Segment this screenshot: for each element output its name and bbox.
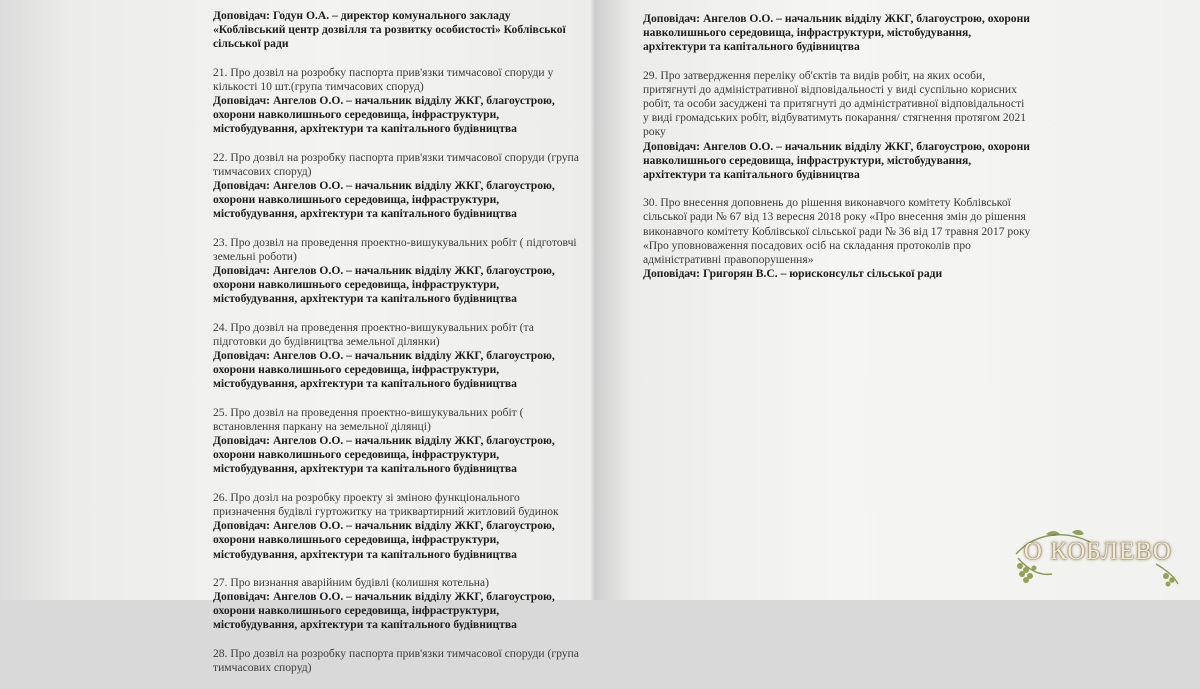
- speaker-line: Доповідач: Годун О.А. – директор комунального закладу «Коблівський центр дозвілля та розвитку особистості» Коблівської сільської ради: [213, 9, 566, 51]
- agenda-item-28: [213, 647, 583, 675]
- agenda-item-29: [643, 69, 1031, 183]
- agenda-item-21: [213, 66, 583, 137]
- speaker-line: Доповідач: Ангелов О.О. – начальник відділу ЖКГ, благоустрою, охорони навколишнього середовища, інфраструктури, містобудування, архітектури та капітального будівництва: [213, 94, 555, 136]
- agenda-item-text: 25. Про дозвіл на проведення проектно-вишукувальних робіт ( встановлення паркану на земельної ділянці): [213, 405, 524, 433]
- speaker-line: Доповідач: Ангелов О.О. – начальник відділу ЖКГ, благоустрою, охорони навколишнього середовища, інфраструктури, містобудування, архітектури та капітального будівництва: [643, 139, 1030, 182]
- speaker-line: Доповідач: Ангелов О.О. – начальник відділу ЖКГ, благоустрою, охорони навколишнього середовища, інфраструктури, містобудування, архітектури та капітального будівництва: [643, 12, 1030, 54]
- agenda-item-text: 22. Про дозвіл на розробку паспорта прив'язки тимчасової споруди (група тимчасових споруд): [213, 150, 579, 178]
- agenda-item-text: 26. Про дозіл на розробку проекту зі зміною функціонального призначення будівлі гуртожитку на триквартирний житловий будинок: [213, 490, 559, 518]
- watermark-text: О КОБЛЕВО: [1023, 538, 1172, 565]
- speaker-line: Доповідач: Ангелов О.О. – начальник відділу ЖКГ, благоустрою, охорони навколишнього середовища, інфраструктури, містобудування, архітектури та капітального будівництва: [213, 349, 555, 391]
- document-page-left: [0, 0, 596, 674]
- agenda-item-text: 29. Про затвердження переліку об'єктів та видів робіт, на яких особи, притягнуті до адміністративної відповідальності у виді суспільно корисних робіт, та особи засуджені та притягнуті до адміністративної відповідальності у виді громадських робіт, відбуватимуть покарання/ стягнення протягом 2021 року: [643, 68, 1027, 139]
- agenda-item-text: 21. Про дозвіл на розробку паспорта прив'язки тимчасової споруди у кількості 10 шт.(група тимчасових споруд): [213, 65, 554, 93]
- speaker-line: Доповідач: Ангелов О.О. – начальник відділу ЖКГ, благоустрою, охорони навколишнього середовища, інфраструктури, містобудування, архітектури та капітального будівництва: [213, 179, 555, 221]
- agenda-item-text: 24. Про дозвіл на проведення проектно-вишукувальних робіт (та підготовки до будівництва земельної ділянки): [213, 320, 534, 348]
- agenda-item-24: [213, 321, 583, 392]
- speaker-line: Доповідач: Ангелов О.О. – начальник відділу ЖКГ, благоустрою, охорони навколишнього середовища, інфраструктури, містобудування, архітектури та капітального будівництва: [213, 434, 555, 476]
- speaker-line: Доповідач: Ангелов О.О. – начальник відділу ЖКГ, благоустрою, охорони навколишнього середовища, інфраструктури, містобудування, архітектури та капітального будівництва: [213, 589, 555, 632]
- agenda-item-text: 23. Про дозвіл на проведення проектно-вишукувальних робіт ( підготовчі земельні роботи): [213, 235, 577, 263]
- agenda-item-26: [213, 491, 583, 562]
- agenda-item-27: [213, 576, 583, 633]
- agenda-header-speaker: [643, 12, 1031, 55]
- agenda-item-22: [213, 151, 583, 222]
- agenda-item-text: 30. Про внесення доповнень до рішення виконавчого комітету Коблівської сільської ради № 67 від 13 вересня 2018 року «Про внесення змін до рішення виконавчого комітету Коблівської сільської ради № 36 від 17 травня 2017 року «Про уповноваження посадових осіб на складання протоколів про адміністративні правопорушення»: [643, 196, 1031, 267]
- agenda-item-30: [643, 196, 1031, 281]
- speaker-line: Доповідач: Григорян В.С. – юрисконсульт сільської ради: [643, 267, 943, 281]
- agenda-item-23: [213, 236, 583, 307]
- speaker-line: Доповідач: Ангелов О.О. – начальник відділу ЖКГ, благоустрою, охорони навколишнього середовища, інфраструктури, містобудування, архітектури та капітального будівництва: [213, 264, 555, 306]
- agenda-item-25: [213, 406, 583, 477]
- document-page-right: [596, 0, 1200, 600]
- agenda-header-speaker: [213, 9, 583, 52]
- agenda-item-text: 27. Про визнання аварійним будівлі (колишня котельна): [213, 575, 489, 589]
- agenda-column-right: [643, 12, 1031, 295]
- watermark-logo: [1006, 524, 1186, 588]
- speaker-line: Доповідач: Ангелов О.О. – начальник відділу ЖКГ, благоустрою, охорони навколишнього середовища, інфраструктури, містобудування, архітектури та капітального будівництва: [213, 519, 555, 561]
- agenda-column-left: [213, 9, 583, 689]
- agenda-item-text: 28. Про дозвіл на розробку паспорта прив'язки тимчасової споруди (група тимчасових споруд): [213, 646, 579, 674]
